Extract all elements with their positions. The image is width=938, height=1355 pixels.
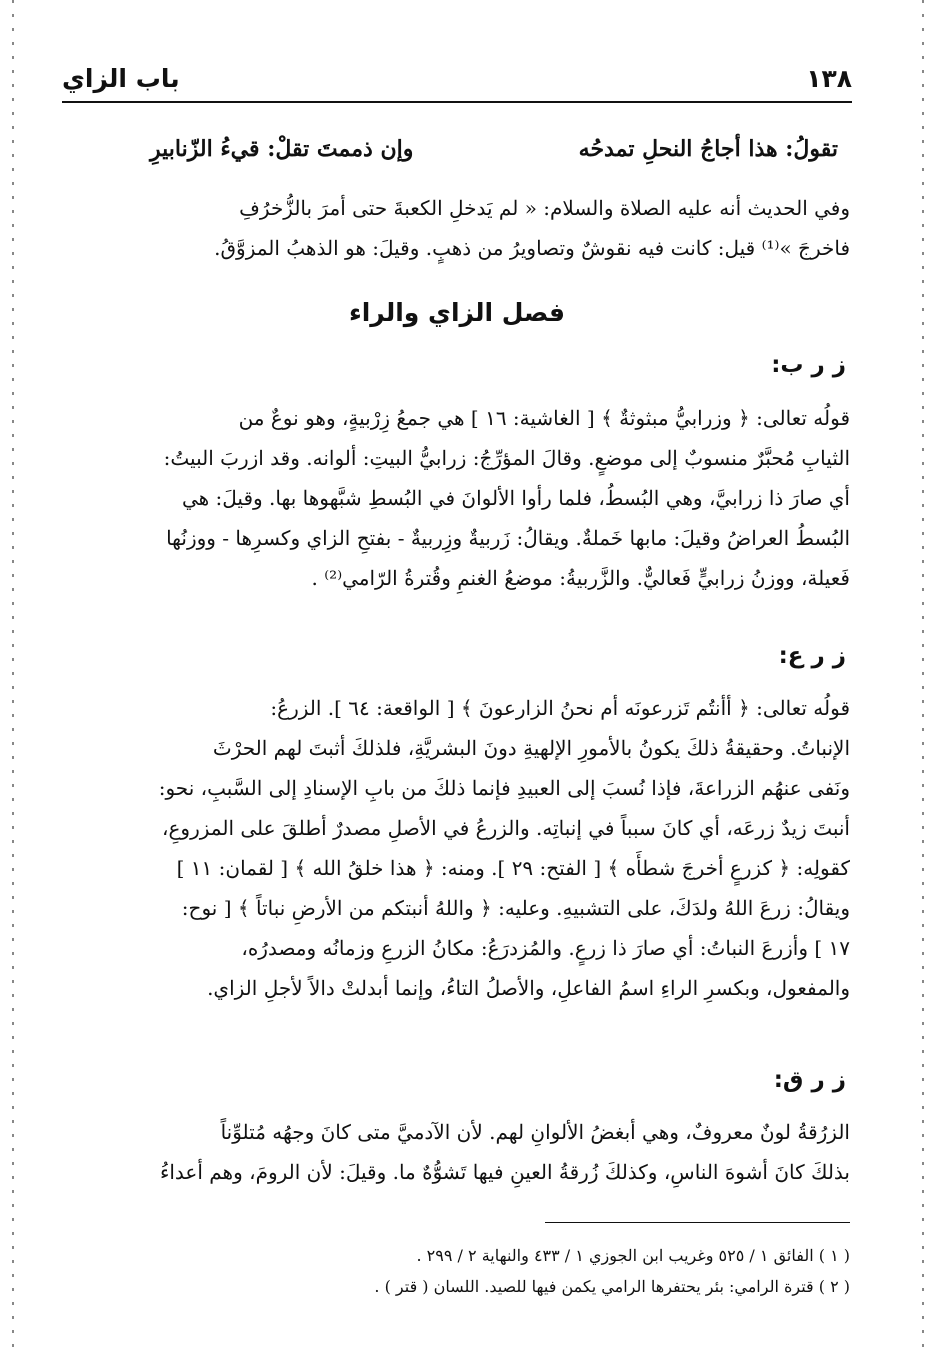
hemistich-left: وإن ذممتَ تقلْ: قيءُ الزّنابيرِ [150, 136, 414, 162]
entry-body-zrq [64, 1112, 850, 1192]
entry-heading-zrb: ز ر ب: [771, 352, 846, 378]
page-header [62, 56, 852, 100]
section-title: فصل الزاي والراء [348, 298, 566, 327]
text-line: بذلكَ كانَ أشوهَ الناسِ، وكذلكَ زُرقةُ العينِ فيها تَشوُّهٌ ما. وقيلَ: لأن الرومَ، وهم أعداءُ [159, 1160, 850, 1184]
text-line: الثيابِ مُحبَّرٌ منسوبٌ إلى موضعٍ. وقالَ المؤرِّجُ: زرابيُّ البيتِ: ألوانه. وقد ازربَ البيتُ: [163, 446, 850, 470]
intro-paragraph [64, 188, 850, 268]
entry-body-zrb [64, 398, 850, 598]
scan-edge-right [922, 0, 924, 1355]
text-line: أي صارَ ذا زرابيَّ، وهي البُسطُ، فلما رأوا الألوانَ في البُسطِ شبَّهوها بها. وقيلَ: هي [181, 486, 850, 510]
entry-heading-zrq: ز ر ق: [773, 1067, 846, 1093]
text-line: أنبتَ زيدٌ زرعَه، أي كانَ سبباً في إنباتِه. والزرعُ في الأصلِ مصدرٌ أطلقَ على المزروعِ، [162, 816, 850, 840]
text-line: قولُه تعالى: ﴿ وزرابيُّ مبثوثةٌ ﴾ [ الغاشية: ١٦ ] هي جمعُ زِرْبيةٍ، وهو نوعٌ من [238, 406, 850, 430]
scan-edge-left [12, 0, 14, 1355]
text-line: فاخرجَ »⁽¹⁾ قيل: كانت فيه نقوشٌ وتصاويرُ من ذهبٍ. وقيلَ: هو الذهبُ المزوَّقُ. [214, 236, 850, 260]
chapter-title: باب الزاي [62, 63, 180, 93]
header-rule [62, 101, 852, 103]
text-line: قولُه تعالى: ﴿ أأنتُم تَزرعونَه أم نحنُ الزارعونَ ﴾ [ الواقعة: ٦٤ ]. الزرعُ: [270, 696, 850, 720]
text-line: ١٧ ] وأزرعَ النباتُ: أي صارَ ذا زرعٍ. والمُزدرَعُ: مكانُ الزرعِ وزمانُه ومصدرُه، [241, 936, 850, 960]
entry-heading-zr3: ز ر ع: [778, 643, 846, 669]
text-line: الإنباتُ. وحقيقةُ ذلكَ يكونُ بالأمورِ الإلهيةِ دونَ البشريَّةِ، فلذلكَ أثبتَ لهم الحرْثَ [212, 736, 850, 760]
text-line: والمفعول، وبكسرِ الراءِ اسمُ الفاعلِ، والأصلُ التاءُ، وإنما أبدلتْ دالاً لأجلِ الزاي. [207, 976, 850, 1000]
footnote-2: ( ٢ ) قترة الرامي: بئر يحتفرها الرامي يكمن فيها للصيد. اللسان ( قتر ) . [374, 1277, 850, 1296]
text-line: ويقالُ: زرعَ اللهُ ولدَكَ، على التشبيهِ. وعليه: ﴿ واللهُ أنبتكم من الأرضِ نباتاً ﴾ [ نوح: [181, 896, 850, 920]
footnote-1: ( ١ ) الفائق ١ / ٥٢٥ وغريب ابن الجوزي ١ / ٤٣٣ والنهاية ٢ / ٢٩٩ . [416, 1246, 850, 1265]
text-line: ونَفى عنهُم الزراعةَ، فإذا نُسبَ إلى العبيدِ فإنما ذلكَ من بابِ الإسنادِ إلى السَّببِ، نحو: [158, 776, 850, 800]
text-line: الزرُقةُ لونٌ معروفٌ، وهي أبغضُ الألوانِ لهم. لأن الآدميَّ متى كانَ وجهُه مُتلوِّناً [220, 1120, 850, 1144]
entry-body-zr3 [64, 688, 850, 1008]
text-line: كقولِه: ﴿ كزرعٍ أخرجَ شطأَه ﴾ [ الفتح: ٢٩ ]. ومنه: ﴿ هذا خلقُ الله ﴾ [ لقمان: ١١ ] [176, 856, 850, 880]
poem-verse [150, 124, 838, 174]
text-line: وفي الحديث أنه عليه الصلاة والسلام: « لم يَدخلِ الكعبةَ حتى أمرَ بالزُّخرُفِ [239, 196, 850, 220]
page-number: ١٣٨ [806, 63, 852, 93]
text-line: فَعيلة، ووزنُ زرابيٍّ فَعاليٌّ. والزَّربيةُ: موضعُ الغنمِ وقُترةُ الرّامي⁽²⁾ . [311, 566, 850, 590]
text-line: البُسطُ العراضُ وقيلَ: مابها خَملةٌ. ويقالُ: زَربيةٌ وزِربيةٌ - بفتحِ الزاي وكسرِها - ووزنُها [166, 526, 850, 550]
footnote-rule [545, 1222, 850, 1223]
footnotes [150, 1240, 850, 1302]
hemistich-right: تقولُ: هذا أجاجُ النحلِ تمدحُه [578, 136, 838, 162]
